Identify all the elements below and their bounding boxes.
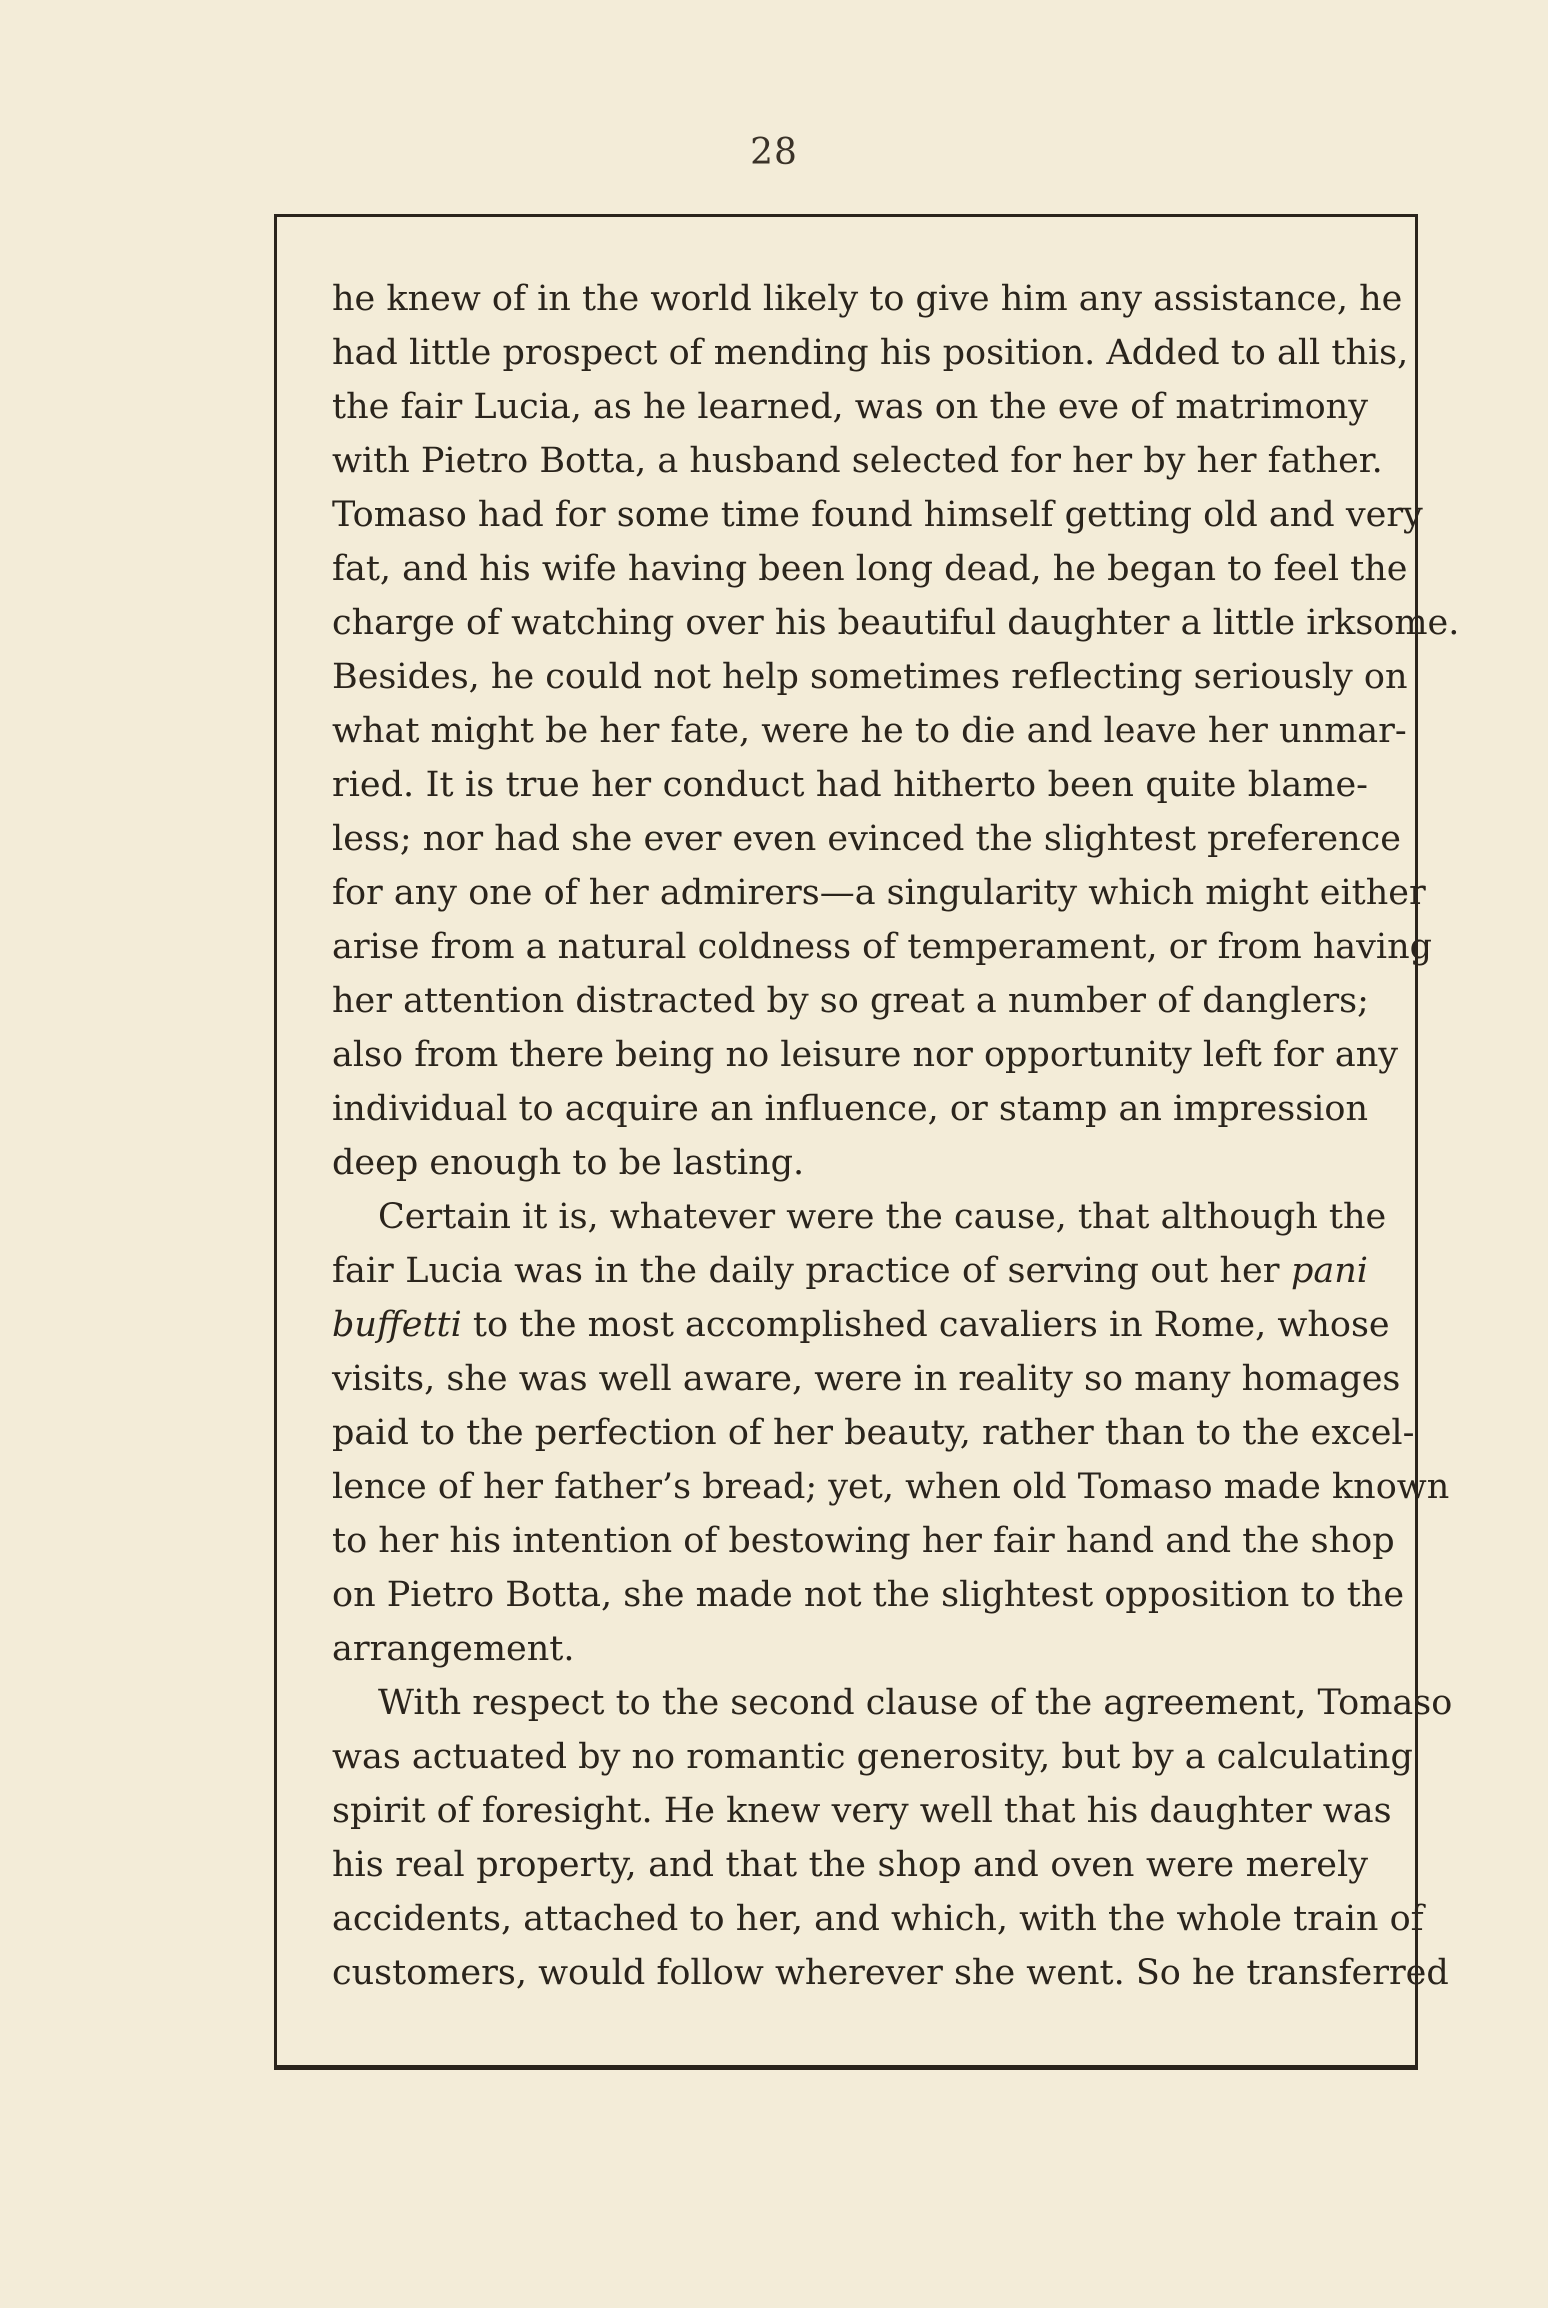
text-line-32: customers, would follow wherever she went. So he transferred <box>332 1953 1449 1993</box>
text-line-17: deep enough to be lasting. <box>332 1143 805 1183</box>
text-line-20-rest: to the most accomplished cavaliers in Rome, whose <box>472 1305 1390 1345</box>
text-line-29: spirit of foresight. He knew very well that his daughter was <box>332 1791 1392 1831</box>
text-line-19-lead: fair Lucia was in the daily practice of serving out her <box>332 1251 1280 1291</box>
text-line-27: With respect to the second clause of the agreement, Tomaso <box>378 1683 1453 1723</box>
text-line-15: also from there being no leisure nor opportunity left for any <box>332 1035 1399 1075</box>
text-line-31: accidents, attached to her, and which, with the whole train of <box>332 1899 1424 1939</box>
text-line-4: with Pietro Botta, a husband selected for her by her father. <box>332 441 1383 481</box>
text-line-19 <box>332 1244 1368 1298</box>
italic-term-buffetti: buffetti <box>332 1305 462 1345</box>
text-line-23: lence of her father’s bread; yet, when old Tomaso made known <box>332 1467 1450 1507</box>
text-line-9: what might be her fate, were he to die and leave her unmar- <box>332 711 1407 751</box>
text-line-21: visits, she was well aware, were in reality so many homages <box>332 1359 1401 1399</box>
text-line-22: paid to the perfection of her beauty, rather than to the excel- <box>332 1413 1415 1453</box>
body-text <box>332 272 1460 2000</box>
text-line-10: ried. It is true her conduct had hitherto been quite blame- <box>332 765 1368 805</box>
text-line-20 <box>332 1298 1390 1352</box>
text-line-14: her attention distracted by so great a number of danglers; <box>332 981 1369 1021</box>
text-line-5: Tomaso had for some time found himself getting old and very <box>332 495 1423 535</box>
text-line-16: individual to acquire an influence, or stamp an impression <box>332 1089 1368 1129</box>
text-line-13: arise from a natural coldness of temperament, or from having <box>332 927 1433 967</box>
text-line-28: was actuated by no romantic generosity, but by a calculating <box>332 1737 1413 1777</box>
text-line-8: Besides, he could not help sometimes reflecting seriously on <box>332 657 1408 697</box>
text-line-18: Certain it is, whatever were the cause, that although the <box>378 1197 1387 1237</box>
text-line-24: to her his intention of bestowing her fair hand and the shop <box>332 1521 1395 1561</box>
text-line-3: the fair Lucia, as he learned, was on the eve of matrimony <box>332 387 1368 427</box>
text-line-12: for any one of her admirers—a singularity which might either <box>332 873 1426 913</box>
text-line-6: fat, and his wife having been long dead, he began to feel the <box>332 549 1408 589</box>
text-line-11: less; nor had she ever even evinced the slightest preference <box>332 819 1401 859</box>
text-line-26: arrangement. <box>332 1629 575 1669</box>
text-line-25: on Pietro Botta, she made not the slightest opposition to the <box>332 1575 1405 1615</box>
text-line-2: had little prospect of mending his position. Added to all this, <box>332 333 1409 373</box>
italic-term-pani: pani <box>1290 1251 1368 1291</box>
text-line-7: charge of watching over his beautiful daughter a little irksome. <box>332 603 1460 643</box>
page-number: 28 <box>750 132 798 173</box>
text-line-30: his real property, and that the shop and oven were merely <box>332 1845 1368 1885</box>
text-line-1: he knew of in the world likely to give him any assistance, he <box>332 279 1403 319</box>
